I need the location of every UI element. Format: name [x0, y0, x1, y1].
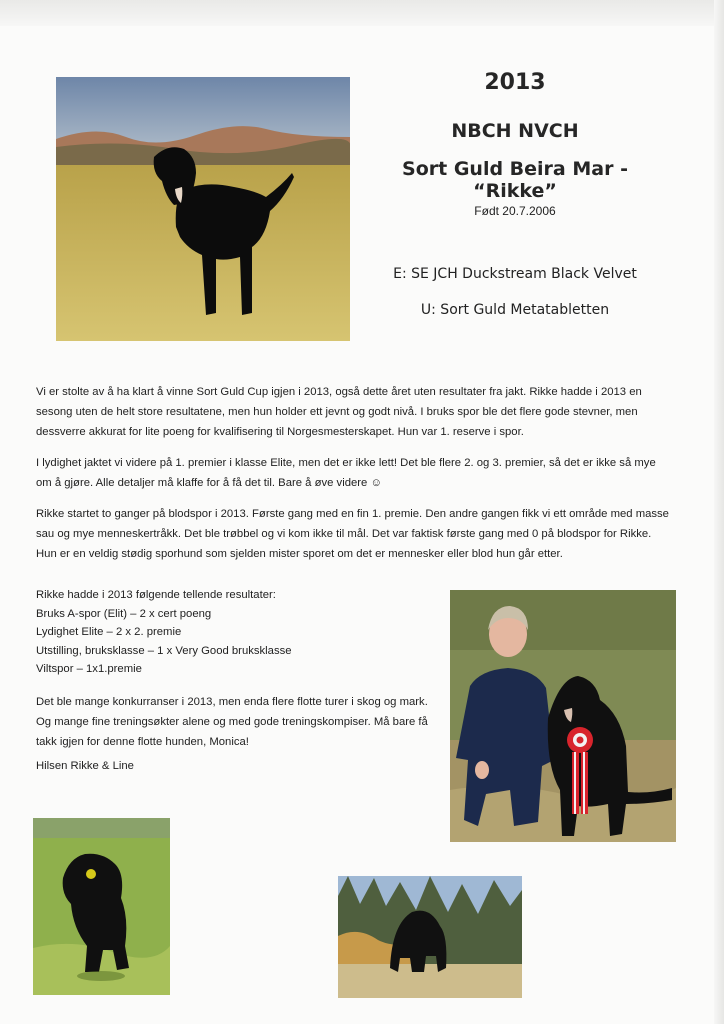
- body-text: [36, 382, 672, 575]
- year-heading: 2013: [484, 70, 546, 95]
- photo-dog-field: [56, 77, 350, 341]
- result-line: Lydighet Elite – 2 x 2. premie: [36, 626, 182, 638]
- paragraph: Rikke startet to ganger på blodspor i 2013. Første gang med en fin 1. premie. Den andre gangen fikk vi ett område med masse sau og mye menneskertråkk. Det ble trøbbel og vi kom ikke til mål. Det var faktisk første gang med 0 på blodspor for Rikke. Hun er en veldig stødig sporhund som sjelden mister sporet om det er mennesker eller blod hun går etter.: [36, 508, 669, 560]
- scan-edge: [714, 0, 724, 1024]
- paragraph: Vi er stolte av å ha klart å vinne Sort Guld Cup igjen i 2013, også dette året uten resultater fra jakt. Rikke hadde i 2013 en sesong uten de helt store resultatene, men hun holder ett jevnt og godt nivå. I bruks spor ble det flere gode stevner, men dessverre akkurat for lite poeng for kvalifisering til Norgesmesterskapet. Hun var 1. reserve i spor.: [36, 386, 642, 438]
- title-line-2: Sort Guld Beira Mar - “Rikke”: [402, 158, 628, 202]
- scan-edge: [0, 0, 724, 26]
- birth-date: Født 20.7.2006: [474, 204, 556, 218]
- results-list: [36, 586, 436, 679]
- father-line: E: SE JCH Duckstream Black Velvet: [393, 266, 637, 282]
- result-line: Bruks A-spor (Elit) – 2 x cert poeng: [36, 607, 212, 620]
- title-line-1: NBCH NVCH: [451, 120, 579, 142]
- result-line: Utstilling, bruksklasse – 1 x Very Good bruksklasse: [36, 644, 292, 657]
- photo-dog-forest: [338, 876, 522, 998]
- signoff: Hilsen Rikke & Line: [36, 760, 134, 772]
- photo-handler-with-dog: [450, 590, 676, 842]
- photo-dog-running: [33, 818, 170, 995]
- mother-line: U: Sort Guld Metatabletten: [420, 302, 610, 318]
- closing-paragraph: Det ble mange konkurranser i 2013, men enda flere flotte turer i skog og mark. Og mange fine treningsøkter alene og med gode treningskompiser. Må bare få takk igjen for denne flotte hunden, Monica!: [36, 696, 428, 748]
- results-intro: Rikke hadde i 2013 følgende tellende resultater:: [36, 589, 276, 601]
- paragraph: I lydighet jaktet vi videre på 1. premier i klasse Elite, men det er ikke lett! Det ble flere 2. og 3. premier, så det er ikke så mye om å gjøre. Alle detaljer må klaffe for å få det til. Bare å øve videre ☺: [36, 457, 656, 489]
- result-line: Viltspor – 1x1.premie: [36, 663, 142, 675]
